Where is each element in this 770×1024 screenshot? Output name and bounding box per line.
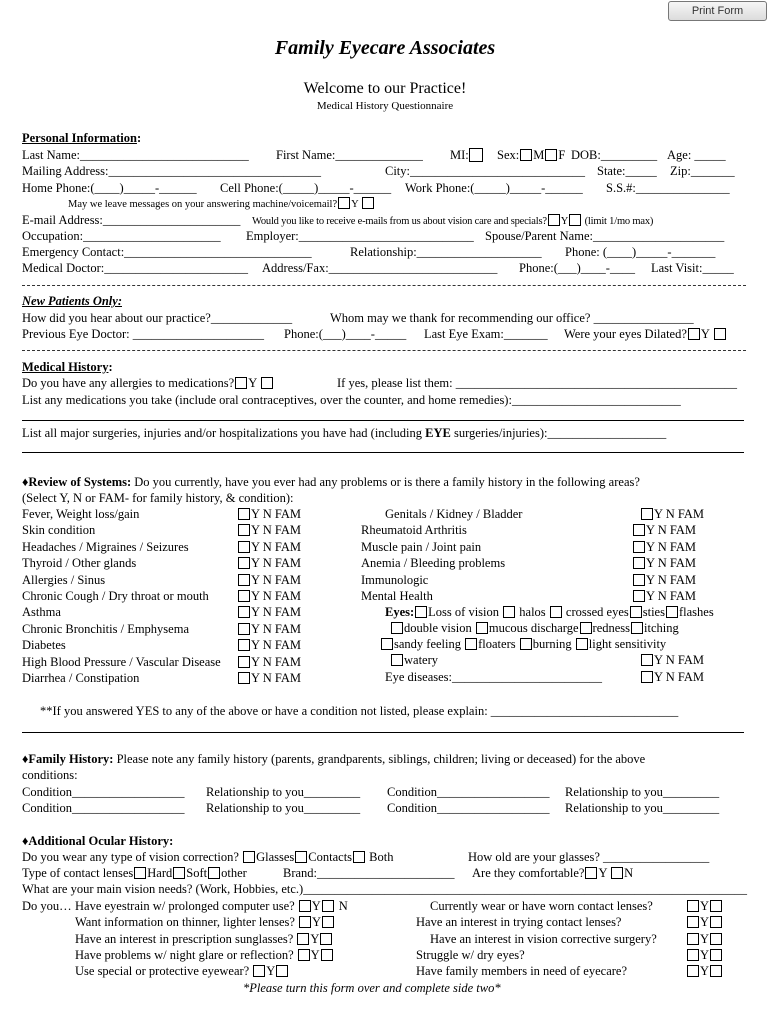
turn-over-note: *Please turn this form over and complete side two* [243,981,501,995]
welcome-heading: Welcome to our Practice! [303,80,467,97]
ros-y-checkbox[interactable] [238,656,250,668]
ocular-options [686,948,723,962]
do-you-label: Do you… [22,899,72,913]
ros-instructions: (Select Y, N or FAM- for family history, & condition): [22,491,294,505]
ros-y-checkbox[interactable] [238,574,250,586]
ocular-y-label: Y [700,899,710,913]
ros-y-checkbox[interactable] [633,574,645,586]
light-sensitivity-checkbox[interactable] [576,638,588,650]
ros-condition-label: High Blood Pressure / Vascular Disease [22,654,221,669]
ocular-n-checkbox[interactable] [710,933,722,945]
relationship-field[interactable]: Relationship:____________________ [350,245,542,259]
ros-options-label: Y N FAM [646,556,697,571]
mi-field[interactable]: MI: [450,148,483,162]
dob-field[interactable]: DOB:_________ [571,148,658,162]
ros-condition-label: Anemia / Bleeding problems [361,556,506,571]
print-form-button[interactable]: Print Form [668,1,767,21]
crossed-eyes-checkbox[interactable] [550,606,562,618]
ocular-y-checkbox[interactable] [687,900,699,912]
ros-y-checkbox[interactable] [633,524,645,536]
ros-condition-label: Asthma [22,605,61,620]
glasses-age-field[interactable]: How old are your glasses? _________________ [468,850,710,864]
ros-condition-label: Skin condition [22,523,96,538]
ocular-options [686,899,723,913]
cell-phone-field[interactable]: Cell Phone:(_____)_____-______ [220,181,392,195]
ocular-history-heading: ♦Additional Ocular History: [22,834,174,848]
ocular-question-label: Have problems w/ night glare or reflection? [75,947,294,962]
ros-condition-label: Headaches / Migraines / Seizures [22,539,189,554]
ocular-question-label: Have an interest in prescription sunglasses? [75,931,294,946]
burning-checkbox[interactable] [520,638,532,650]
ros-condition-label: Thyroid / Other glands [22,556,137,571]
ocular-n-checkbox[interactable] [710,949,722,961]
write-line[interactable] [22,420,744,421]
ros-condition-label: Mental Health [361,589,433,603]
ocular-y-checkbox[interactable] [297,933,309,945]
eye-diseases-options: Y N FAM [640,670,704,684]
ros-y-checkbox[interactable] [633,557,645,569]
ocular-n-checkbox[interactable] [710,965,722,977]
ros-y-checkbox[interactable] [238,541,250,553]
family-relationship-3[interactable]: Relationship to you_________ [206,801,361,815]
ros-options [237,589,301,603]
ocular-question [75,964,289,978]
ocular-options [686,915,723,929]
eyes-y-checkbox[interactable] [641,654,653,666]
ocular-y-checkbox[interactable] [687,933,699,945]
medical-history-heading: Medical History: [22,360,113,374]
contacts-checkbox[interactable] [295,851,307,863]
itching-checkbox[interactable] [631,622,643,634]
ros-y-checkbox[interactable] [238,508,250,520]
ocular-y-checkbox[interactable] [687,965,699,977]
ros-y-checkbox[interactable] [238,524,250,536]
eyes-options: Y N FAM [640,653,704,667]
voicemail-n-checkbox[interactable] [362,197,374,209]
ocular-n-label: N [338,899,348,913]
ros-options-label: Y N FAM [251,621,302,636]
ros-options [632,556,696,570]
form-subtitle: Medical History Questionnaire [316,100,454,112]
ros-options [237,655,301,669]
state-field[interactable]: State:_____ [597,164,657,178]
voicemail-question: May we leave messages on your answering machine/voicemail? Y [68,197,375,212]
ocular-n-checkbox[interactable] [321,949,333,961]
email-n-checkbox[interactable] [569,214,581,226]
last-visit-field[interactable]: Last Visit:_____ [651,261,734,275]
redness-checkbox[interactable] [580,622,592,634]
eyes-line-2: double vision mucous discharge redness itching [390,621,679,635]
write-line[interactable] [22,732,744,733]
brand-field[interactable]: Brand:______________________ [283,866,455,880]
ocular-y-checkbox[interactable] [687,916,699,928]
ocular-y-checkbox[interactable] [299,916,311,928]
floaters-checkbox[interactable] [465,638,477,650]
eyes-line-3: sandy feeling floaters burning light sensitivity [380,637,666,651]
ros-y-checkbox[interactable] [238,672,250,684]
ros-options [640,507,704,521]
ros-options [632,589,696,603]
section-divider [22,350,746,351]
explain-field[interactable]: **If you answered YES to any of the above or have a condition not listed, please explain: ______________________________ [40,704,679,718]
ros-options-label: Y N FAM [251,556,302,571]
ros-options-label: Y N FAM [646,572,697,587]
mailing-address-field[interactable]: Mailing Address:__________________________________ [22,164,321,178]
ros-y-checkbox[interactable] [238,590,250,602]
ros-y-checkbox[interactable] [238,606,250,618]
employer-field[interactable]: Employer:____________________________ [246,229,474,243]
mi-checkbox[interactable] [469,148,483,162]
ros-options [632,540,696,554]
ros-condition-label: Muscle pain / Joint pain [361,539,482,554]
first-name-field[interactable]: First Name:______________ [276,148,423,162]
ocular-n-checkbox[interactable] [710,916,722,928]
hard-checkbox[interactable] [134,867,146,879]
vision-correction-question: Do you wear any type of vision correction? Glasses Contacts Both [22,850,394,864]
other-checkbox[interactable] [208,867,220,879]
ros-options [237,605,301,619]
ros-options-label: Y N FAM [646,589,697,603]
ocular-y-label: Y [311,915,321,930]
work-phone-field[interactable]: Work Phone:(_____)_____-______ [405,181,583,195]
city-field[interactable]: City:____________________________ [385,164,586,178]
ros-options-label: Y N FAM [251,671,302,685]
address-fax-field[interactable]: Address/Fax:___________________________ [262,261,498,275]
ocular-y-label: Y [310,947,320,962]
mucous-discharge-checkbox[interactable] [476,622,488,634]
family-relationship-2[interactable]: Relationship to you_________ [565,785,720,799]
ros-options [632,523,696,537]
last-exam-field[interactable]: Last Eye Exam:_______ [424,327,548,341]
family-history-heading: ♦Family History: Please note any family history (parents, grandparents, siblings, children; living or deceased) for the above [22,752,646,766]
allergies-list-field[interactable]: If yes, please list them: _____________________________________________ [337,376,737,390]
ros-options [237,507,301,521]
ocular-y-checkbox[interactable] [299,900,311,912]
ocular-n-checkbox[interactable] [276,965,288,977]
soft-checkbox[interactable] [173,867,185,879]
contact-type-question: Type of contact lenses Hard Soft other [22,866,247,880]
ocular-question: Have an interest in trying contact lenses? [416,915,622,930]
ocular-question [75,915,335,929]
sandy-feeling-checkbox[interactable] [381,638,393,650]
allergies-n-checkbox[interactable] [261,377,273,389]
ros-y-checkbox[interactable] [238,557,250,569]
occupation-field[interactable]: Occupation:______________________ [22,229,221,243]
ocular-question [75,932,333,946]
ocular-options [686,964,723,978]
ocular-y-label: Y [700,931,710,946]
ros-options-label: Y N FAM [251,523,302,538]
personal-info-heading: Personal Information: [22,131,142,145]
ros-options-label: Y N FAM [646,523,697,538]
sex-field: Sex: M F [497,148,566,162]
ros-condition-label: Chronic Bronchitis / Emphysema [22,621,189,636]
family-condition-1[interactable]: Condition__________________ [22,785,185,799]
ros-y-checkbox[interactable] [238,623,250,635]
practice-title: Family Eyecare Associates [274,37,496,59]
ros-condition-label: Fever, Weight loss/gain [22,507,140,521]
emergency-phone-field[interactable]: Phone: (____)_____-_______ [565,245,716,259]
ros-options [237,540,301,554]
ros-options [237,622,301,636]
ocular-n-checkbox[interactable] [710,900,722,912]
ocular-n-checkbox[interactable] [322,916,334,928]
ocular-y-label: Y [266,964,276,979]
spouse-field[interactable]: Spouse/Parent Name:_____________________ [485,229,725,243]
previous-doctor-field[interactable]: Previous Eye Doctor: _____________________ [22,327,264,341]
ocular-n-checkbox[interactable] [320,933,332,945]
zip-field[interactable]: Zip:_______ [670,164,735,178]
ocular-y-checkbox[interactable] [253,965,265,977]
glasses-checkbox[interactable] [243,851,255,863]
family-relationship-4[interactable]: Relationship to you_________ [565,801,720,815]
ocular-y-checkbox[interactable] [298,949,310,961]
ros-condition-label: Immunologic [361,572,429,587]
ros-options-label: Y N FAM [251,638,302,653]
medications-field[interactable]: List any medications you take (include oral contraceptives, over the counter, and home remedies):___________________________ [22,393,681,407]
ocular-y-label: Y [700,947,710,962]
ros-options [237,638,301,652]
ros-condition-label: Allergies / Sinus [22,572,106,587]
family-condition-4[interactable]: Condition__________________ [387,801,550,815]
emergency-contact-field[interactable]: Emergency Contact:______________________________ [22,245,312,259]
allergies-y-checkbox[interactable] [235,377,247,389]
ros-options [632,573,696,587]
ocular-y-label: Y [700,915,710,930]
ocular-question-label: Have eyestrain w/ prolonged computer use? [75,899,295,913]
voicemail-y-checkbox[interactable] [338,197,350,209]
email-field[interactable]: E-mail Address:______________________ [22,213,241,227]
family-condition-3[interactable]: Condition__________________ [22,801,185,815]
comfortable-y-checkbox[interactable] [585,867,597,879]
ocular-question-label: Want information on thinner, lighter lenses? [75,915,295,930]
ros-y-checkbox[interactable] [633,590,645,602]
ros-options [237,556,301,570]
ros-options-label: Y N FAM [251,605,302,620]
ocular-question: Have an interest in vision corrective surgery? [430,931,657,946]
home-phone-field[interactable]: Home Phone:(____)_____-______ [22,181,197,195]
section-divider [22,285,746,286]
last-name-field[interactable]: Last Name:___________________________ [22,148,249,162]
flashes-checkbox[interactable] [666,606,678,618]
ros-options-label: Y N FAM [654,507,705,521]
sex-f-checkbox[interactable] [545,149,557,161]
hear-about-field[interactable]: How did you hear about our practice?_____________ [22,311,293,325]
allergies-question: Do you have any allergies to medications? Y [22,376,274,390]
ros-heading: ♦Review of Systems: Do you currently, have you ever had any problems or is there a family history in the following areas? [22,475,640,489]
ros-options-label: Y N FAM [251,572,302,587]
ros-options [237,573,301,587]
ocular-options [686,932,723,946]
write-line[interactable] [22,452,744,453]
vision-needs-field[interactable]: What are your main vision needs? (Work, Hobbies, etc.)_______________________________________________________________________ [22,882,747,896]
referral-field[interactable]: Whom may we thank for recommending our office? ________________ [330,311,694,325]
ros-y-checkbox[interactable] [641,508,653,520]
double-vision-checkbox[interactable] [391,622,403,634]
eyes-line-4: watery [390,653,438,667]
email-question: Would you like to receive e-mails from us about vision care and specials? Y (limit 1/mo max) [252,216,654,227]
new-patients-heading: New Patients Only: [22,294,122,308]
eyes-line-1: Eyes: Loss of vision halos crossed eyes sties flashes [385,605,714,619]
medical-doctor-field[interactable]: Medical Doctor:_______________________ [22,261,249,275]
ocular-question: Struggle w/ dry eyes? [416,947,525,962]
ros-options-label: Y N FAM [251,507,302,521]
ocular-y-checkbox[interactable] [687,949,699,961]
loss-of-vision-checkbox[interactable] [415,606,427,618]
watery-checkbox[interactable] [391,654,403,666]
ros-y-checkbox[interactable] [633,541,645,553]
email-y-checkbox[interactable] [548,214,560,226]
ssn-field[interactable]: S.S.#:_______________ [606,181,730,195]
ros-options-label: Y N FAM [251,589,302,603]
age-field[interactable]: Age: _____ [667,148,726,162]
ocular-question: Currently wear or have worn contact lenses? [430,899,653,913]
dilated-question: Were your eyes Dilated? Y [564,327,727,341]
ros-options [237,671,301,685]
comfortable-n-checkbox[interactable] [611,867,623,879]
eye-diseases-y-checkbox[interactable] [641,671,653,683]
family-condition-2[interactable]: Condition__________________ [387,785,550,799]
ros-options-label: Y N FAM [251,539,302,554]
ros-condition-label: Diabetes [22,638,66,653]
ocular-y-label: Y [700,964,710,979]
ocular-y-label: Y [310,931,320,946]
sties-checkbox[interactable] [630,606,642,618]
ros-options [237,523,301,537]
ocular-question [75,948,334,962]
both-checkbox[interactable] [353,851,365,863]
ocular-n-checkbox[interactable] [322,900,334,912]
ocular-question: Have family members in need of eyecare? [416,964,628,979]
ros-y-checkbox[interactable] [238,639,250,651]
ros-options-label: Y N FAM [646,539,697,554]
ros-options-label: Y N FAM [251,654,302,669]
family-relationship-1[interactable]: Relationship to you_________ [206,785,361,799]
sex-m-checkbox[interactable] [520,149,532,161]
ocular-question [75,899,348,913]
dilated-y-checkbox[interactable] [688,328,700,340]
dilated-n-checkbox[interactable] [714,328,726,340]
ros-condition-label: Diarrhea / Constipation [22,671,140,685]
halos-checkbox[interactable] [503,606,515,618]
eye-diseases-field[interactable]: Eye diseases:________________________ [385,670,602,684]
surgeries-field[interactable]: List all major surgeries, injuries and/or hospitalizations you have had (including EYE surgeries/injuries):___________________ [22,426,667,440]
doctor-phone-field[interactable]: Phone:(___)____-____ [519,261,635,275]
ros-condition-label: Genitals / Kidney / Bladder [385,507,523,521]
family-conditions-label: conditions: [22,768,78,782]
previous-doctor-phone-field[interactable]: Phone:(___)____-_____ [284,327,407,341]
comfortable-question: Are they comfortable? Y N [472,866,634,880]
ocular-y-label: Y [311,899,321,913]
ocular-question-label: Use special or protective eyewear? [75,964,250,979]
ros-condition-label: Rheumatoid Arthritis [361,523,467,538]
ros-condition-label: Chronic Cough / Dry throat or mouth [22,589,209,603]
